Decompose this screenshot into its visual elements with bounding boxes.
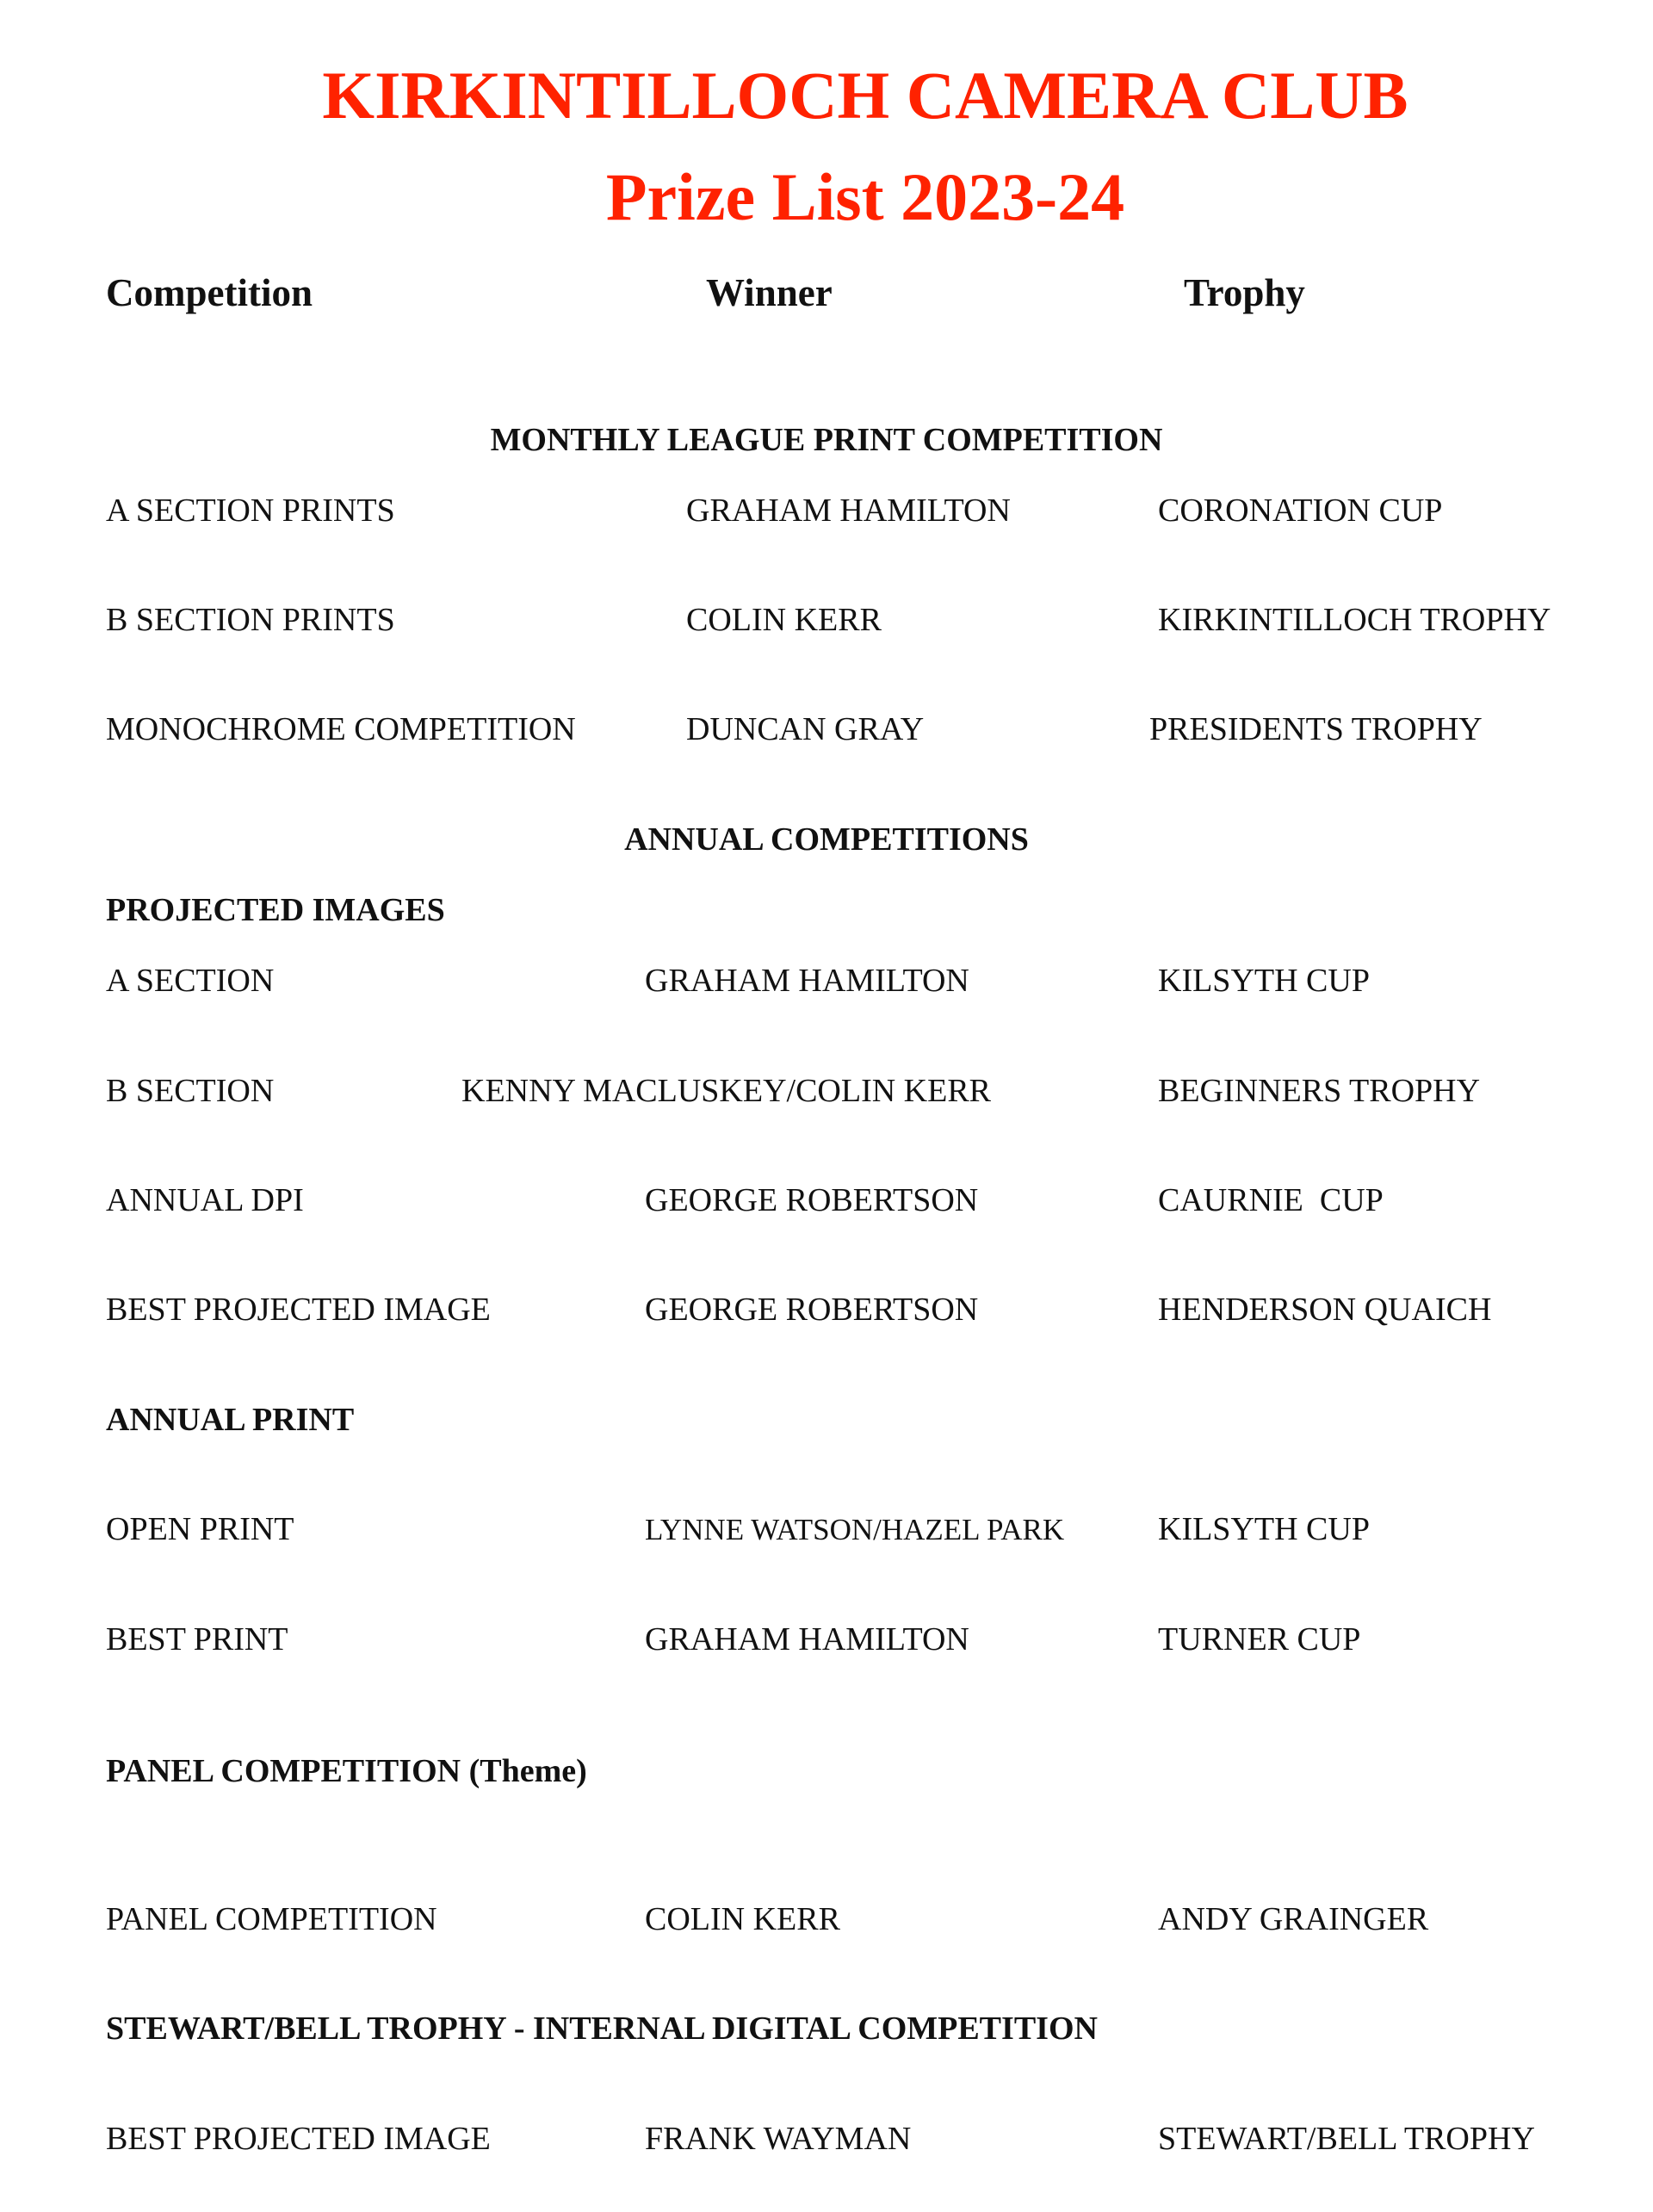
winner-cell: GRAHAM HAMILTON: [686, 493, 1011, 529]
competition-cell: PANEL COMPETITION: [106, 1901, 437, 1937]
competition-cell: B SECTION: [106, 1073, 275, 1109]
winner-cell: LYNNE WATSON/HAZEL PARK: [645, 1513, 1065, 1546]
trophy-cell: STEWART/BELL TROPHY: [1158, 2121, 1535, 2157]
trophy-cell: KILSYTH CUP: [1158, 1511, 1370, 1547]
trophy-cell: KILSYTH CUP: [1158, 963, 1370, 999]
trophy-cell: TURNER CUP: [1158, 1621, 1361, 1657]
winner-cell: GEORGE ROBERTSON: [645, 1292, 979, 1328]
competition-cell: B SECTION PRINTS: [106, 602, 395, 638]
trophy-cell: BEGINNERS TROPHY: [1158, 1073, 1481, 1109]
section-heading-monthly-league: MONTHLY LEAGUE PRINT COMPETITION: [490, 422, 1163, 458]
document-title: KIRKINTILLOCH CAMERA CLUB: [322, 58, 1408, 133]
competition-cell: OPEN PRINT: [106, 1511, 294, 1547]
winner-cell: COLIN KERR: [645, 1901, 840, 1937]
column-header-competition: Competition: [106, 271, 313, 314]
section-heading-annual-print: ANNUAL PRINT: [106, 1402, 355, 1438]
competition-cell: A SECTION: [106, 963, 275, 999]
trophy-cell: PRESIDENTS TROPHY: [1149, 711, 1483, 747]
column-header-trophy: Trophy: [1184, 271, 1305, 314]
competition-cell: MONOCHROME COMPETITION: [106, 711, 576, 747]
winner-cell: FRANK WAYMAN: [645, 2121, 912, 2157]
section-heading-stewart-bell: STEWART/BELL TROPHY - INTERNAL DIGITAL COMPETITION: [106, 2011, 1098, 2047]
document-subtitle: Prize List 2023-24: [605, 159, 1125, 234]
winner-cell: GRAHAM HAMILTON: [645, 963, 969, 999]
section-heading-annual: ANNUAL COMPETITIONS: [624, 821, 1029, 858]
trophy-cell: KIRKINTILLOCH TROPHY: [1158, 602, 1551, 638]
winner-cell: COLIN KERR: [686, 602, 882, 638]
trophy-cell: HENDERSON QUAICH: [1158, 1292, 1492, 1328]
competition-cell: ANNUAL DPI: [106, 1182, 304, 1218]
competition-cell: BEST PRINT: [106, 1621, 288, 1657]
competition-cell: BEST PROJECTED IMAGE: [106, 2121, 491, 2157]
section-heading-panel: PANEL COMPETITION (Theme): [106, 1753, 587, 1789]
section-heading-projected-images: PROJECTED IMAGES: [106, 892, 445, 928]
column-header-winner: Winner: [706, 271, 833, 314]
winner-cell: GRAHAM HAMILTON: [645, 1621, 969, 1657]
competition-cell: BEST PROJECTED IMAGE: [106, 1292, 491, 1328]
winner-cell: DUNCAN GRAY: [686, 711, 925, 747]
trophy-cell: CORONATION CUP: [1158, 493, 1443, 529]
winner-cell: GEORGE ROBERTSON: [645, 1182, 979, 1218]
trophy-cell: CAURNIE CUP: [1158, 1182, 1384, 1218]
trophy-cell: ANDY GRAINGER: [1158, 1901, 1429, 1937]
winner-cell: KENNY MACLUSKEY/COLIN KERR: [461, 1073, 992, 1109]
competition-cell: A SECTION PRINTS: [106, 493, 395, 529]
